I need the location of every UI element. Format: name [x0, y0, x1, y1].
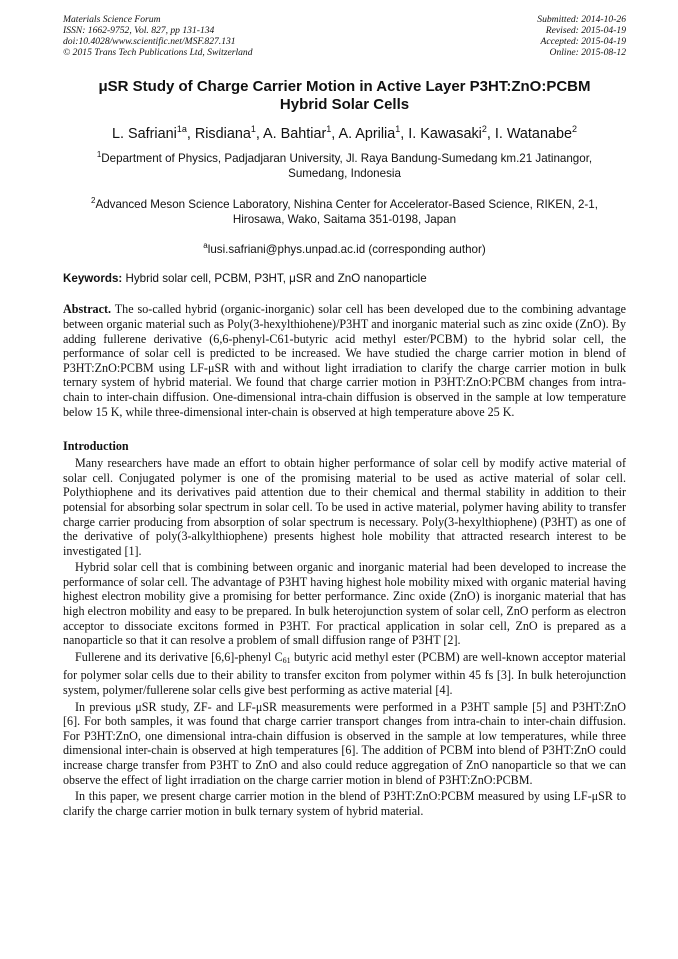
author-separator: , [486, 125, 495, 142]
intro-paragraph-3-end: butyric acid methyl ester (PCBM) are well-known acceptor material for polymer solar cells due to their ability to transfer exciton from polymer within 45 fs [3]. In bulk heterojunction system, polymer/fullerene solar cells give best performing as active material [4]. [63, 649, 626, 698]
publication-dates [537, 14, 626, 58]
affiliation-1-line-2: Sumedang, Indonesia [288, 166, 401, 180]
affiliation-1 [63, 147, 626, 181]
author [112, 126, 195, 142]
title-line-2: Hybrid Solar Cells [279, 96, 410, 113]
author-affiliation-mark: 2 [571, 124, 577, 134]
author-separator: , [331, 125, 339, 142]
corresponding-email [63, 238, 626, 257]
author-name: I. Kawasaki [408, 125, 482, 142]
title-line-1: μSR Study of Charge Carrier Motion in Active Layer P3HT:ZnO:PCBM [98, 78, 591, 95]
author [263, 126, 338, 142]
author [495, 126, 577, 142]
journal-copyright: © 2015 Trans Tech Publications Ltd, Switzerland [63, 47, 253, 58]
keywords [63, 272, 626, 286]
affiliation-2-line-1 [63, 193, 626, 212]
affiliation-1-mark: 1 [96, 149, 102, 159]
author [195, 126, 263, 142]
keywords-label: Keywords: [63, 272, 123, 286]
intro-paragraph-5: In this paper, we present charge carrier motion in the blend of P3HT:ZnO:PCBM measured by using LF-μSR to clarify the charge carrier motion in bulk ternary system of hybrid material. [63, 789, 626, 818]
abstract [63, 302, 626, 419]
email-mark: a [203, 240, 208, 250]
author-affiliation-mark: 1 [250, 124, 256, 134]
date-revised: Revised: 2015-04-19 [545, 25, 626, 36]
author [338, 126, 408, 142]
section-heading-introduction: Introduction [63, 439, 129, 454]
author-affiliation-mark: 1 [395, 124, 401, 134]
intro-paragraph-3 [63, 650, 626, 698]
affiliation-2-mark: 2 [91, 195, 96, 205]
intro-paragraph-3-start: Fullerene and its derivative [6,6]-phenyl C [75, 649, 283, 664]
affiliation-2-line-2: Hirosawa, Wako, Saitama 351-0198, Japan [232, 212, 457, 226]
affiliation-2 [63, 193, 626, 227]
email-text: lusi.safriani@phys.unpad.ac.id (corresponding author) [207, 242, 486, 256]
journal-header [63, 14, 626, 58]
abstract-text: The so-called hybrid (organic-inorganic) solar cell has been developed due to the combining advantage between organic material such as Poly(3-hexylthiohene)/P3HT and inorganic material such as zinc oxide (ZnO). By adding fullerene derivative (6,6-phenyl-C61-butyric acid methyl ester/PCBM) to the hybrid solar cell, the performance of solar cell is predicted to be increased. We have studied the charge carrier motion in blend of P3HT:ZnO:PCBM using LF-μSR with and without light irradiation to clarify the charge carrier motion in bulk ternary system of hybrid material. We found that charge carrier motion in P3HT:ZnO:PCBM changes from intra-chain to inter-chain diffusion. One-dimensional intra-chain diffusion is observed in the sample at low temperature below 15 K, while three-dimensional inter-chain is observed at high temperature above 25 K. [63, 302, 626, 419]
author-affiliation-mark: 1a [176, 124, 187, 134]
intro-paragraph-4: In previous μSR study, ZF- and LF-μSR measurements were performed in a P3HT sample [5] and P3HT:ZnO [6]. For both samples, it was found that charge carrier transport changes from intra-chain to inter-chain diffusion. For P3HT:ZnO, one dimensional intra-chain diffusion is observed in the sample at low temperatures, while three dimensional inter-chain is observed at high temperatures [6]. The addition of PCBM into blend of P3HT:ZnO could increase charge transfer from P3HT to ZnO and also could reduce aggregation of ZnO nanoparticle so that we can observe the effect of light irradiation on the charge carrier motion in blend of P3HT:ZnO:PCBM. [63, 699, 626, 787]
subscript-61: 61 [282, 655, 291, 665]
date-accepted: Accepted: 2015-04-19 [540, 36, 626, 47]
author-separator: , [400, 125, 409, 142]
journal-doi: doi:10.4028/www.scientific.net/MSF.827.131 [63, 36, 236, 47]
author-separator: , [255, 125, 264, 142]
date-submitted: Submitted: 2014-10-26 [537, 14, 626, 25]
author [408, 126, 495, 142]
author-affiliation-mark: 1 [326, 124, 332, 134]
author-affiliation-mark: 2 [481, 124, 487, 134]
intro-paragraph-1: Many researchers have made an effort to obtain higher performance of solar cell by modify active material of solar cell. Conjugated polymer is one of the promising material to be used as active material of solar cell. Polythiophene and its derivatives paid attention due to their chemical and thermal stability in addition to their potensial for absorbing solar spectrum in solar cell. To be used in active material, polymer having ability to transfer charge carrier producing from absorption of solar spectrum is necessary. Poly(3-hexylthiophene) (P3HT) as one of the derivative of poly(3-alkylthiophene) presents highest hole mobility that attracted research interest to be investigated [1]. [63, 456, 626, 558]
paper-title [63, 78, 626, 114]
affiliation-1-text: Department of Physics, Padjadjaran University, Jl. Raya Bandung-Sumedang km.21 Jatinangor, [101, 151, 593, 165]
author-name: L. Safriani [112, 125, 177, 142]
journal-name: Materials Science Forum [63, 14, 161, 25]
author-name: A. Bahtiar [263, 125, 327, 142]
author-name: Risdiana [194, 125, 251, 142]
journal-issn: ISSN: 1662-9752, Vol. 827, pp 131-134 [63, 25, 215, 36]
author-list [63, 120, 626, 143]
author-name: A. Aprilia [338, 125, 396, 142]
keywords-text: Hybrid solar cell, PCBM, P3HT, μSR and ZnO nanoparticle [122, 272, 427, 286]
date-online: Online: 2015-08-12 [549, 47, 626, 58]
journal-info [63, 14, 253, 58]
abstract-label: Abstract. [63, 302, 112, 317]
author-separator: , [186, 125, 195, 142]
affiliation-2-text: Advanced Meson Science Laboratory, Nishina Center for Accelerator-Based Science, RIKEN, 2-1, [95, 197, 598, 211]
affiliation-1-line-1 [63, 147, 626, 166]
intro-paragraph-2: Hybrid solar cell that is combining between organic and inorganic material had been developed to increase the performance of solar cell. The advantage of P3HT having highest hole mobility mixed with organic material having highest electron mobility give a promising for better performance. Zinc oxide (ZnO) is inorganic material that has high electron mobility and easy to be prepared. In bulk heterojunction system of solar cell, ZnO perform as electron acceptor to dissociate excitons formed in P3HT. For practical application in solar cell, ZnO is prepared as a nanoparticle so that it can resolve a problem of small diffusion range of P3HT [2]. [63, 560, 626, 648]
author-name: I. Watanabe [494, 125, 572, 142]
